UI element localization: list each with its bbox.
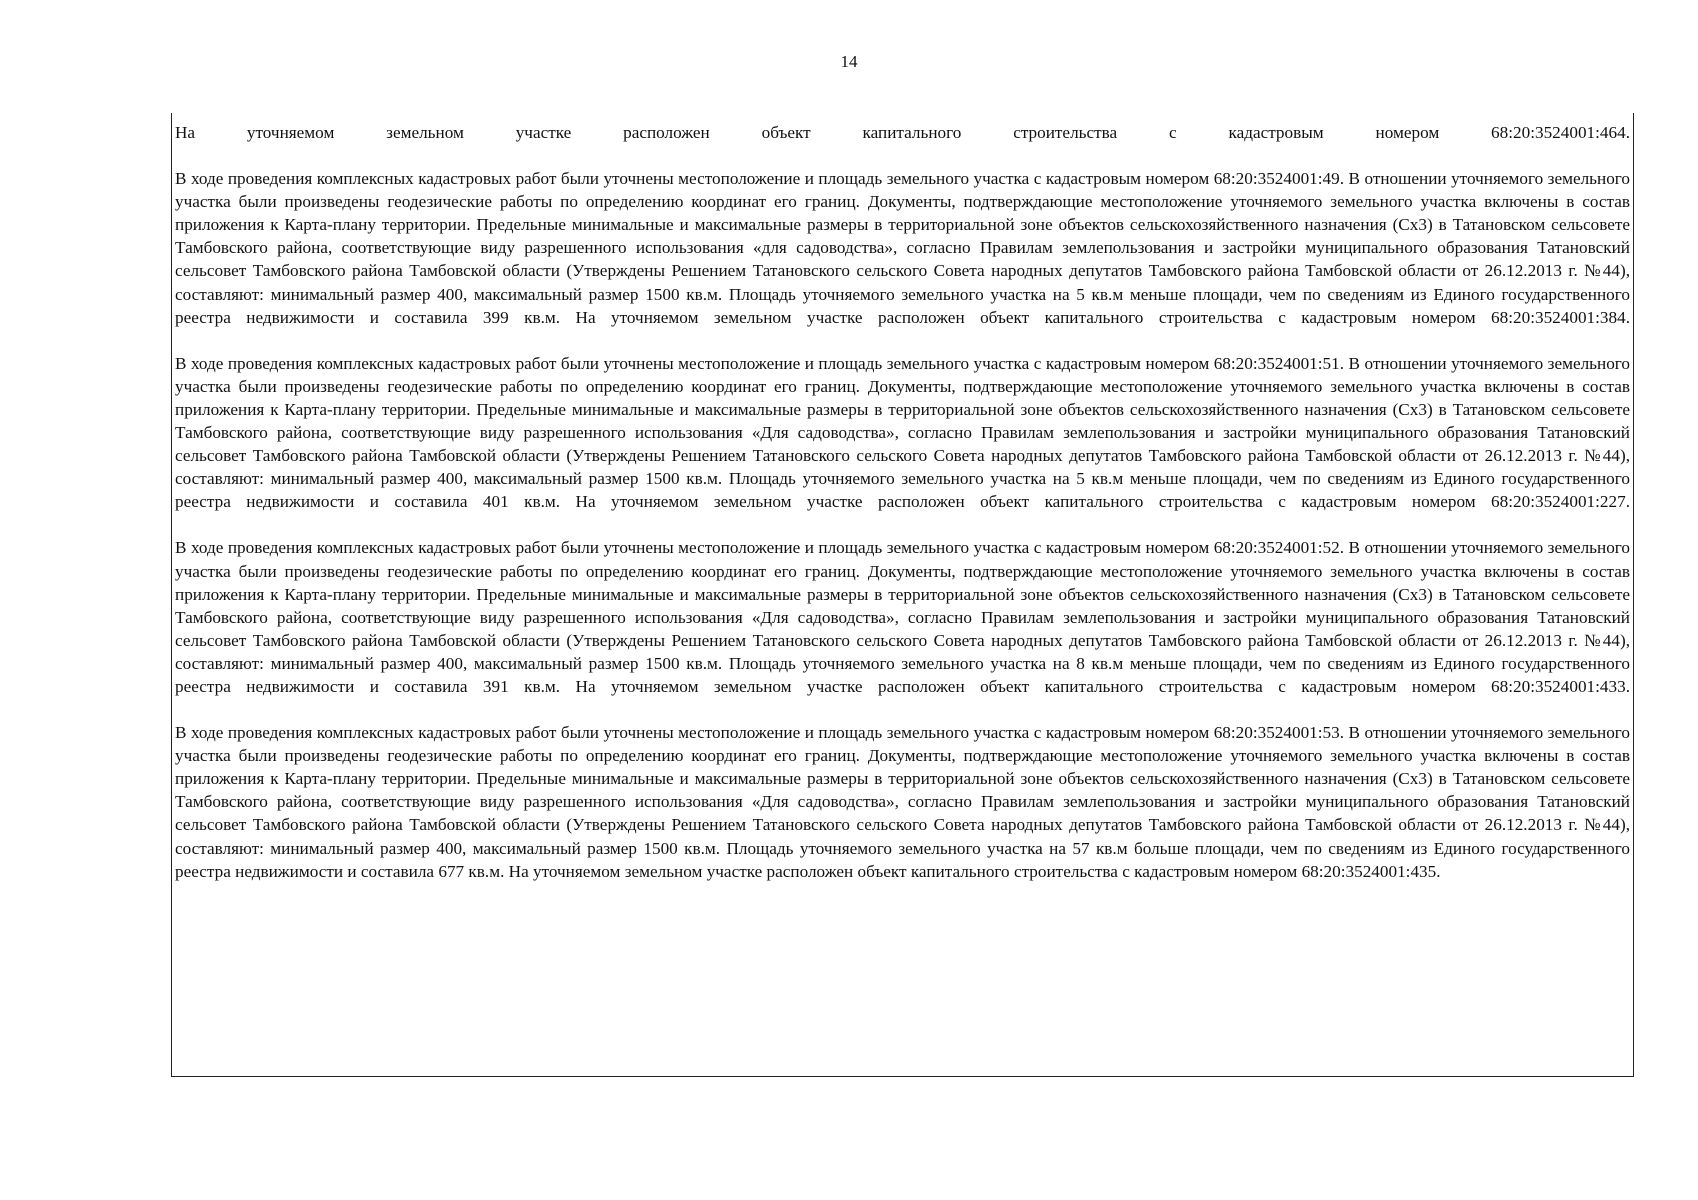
document-text-box — [171, 113, 1634, 1077]
paragraph-parcel-49: В ходе проведения комплексных кадастровых работ были уточнены местоположение и площадь земельного участка с кадастровым номером 68:20:3524001:49. В отношении уточняемого земельного участка были произведены геодезические работы по определению координат его границ. Документы, подтверждающие местоположение уточняемого земельного участка включены в состав приложения к Карта-плану территории. Предельные минимальные и максимальные размеры в территориальной зоне объектов сельскохозяйственного назначения (Сх3) в Татановском сельсовете Тамбовского района, соответствующие виду разрешенного использования «для садоводства», согласно Правилам землепользования и застройки муниципального образования Татановский сельсовет Тамбовского района Тамбовской области (Утверждены Решением Татановского сельского Совета народных депутатов Тамбовского района Тамбовской области от 26.12.2013 г. №44), составляют: минимальный размер 400, максимальный размер 1500 кв.м. Площадь уточняемого земельного участка на 5 кв.м меньше площади, чем по сведениям из Единого государственного реестра недвижимости и составила 399 кв.м. На уточняемом земельном участке расположен объект капитального строительства с кадастровым номером 68:20:3524001:384. — [175, 169, 1630, 327]
page-number: 14 — [840, 52, 858, 71]
paragraph-parcel-53: В ходе проведения комплексных кадастровых работ были уточнены местоположение и площадь земельного участка с кадастровым номером 68:20:3524001:53. В отношении уточняемого земельного участка были произведены геодезические работы по определению координат его границ. Документы, подтверждающие местоположение уточняемого земельного участка включены в состав приложения к Карта-плану территории. Предельные минимальные и максимальные размеры в территориальной зоне объектов сельскохозяйственного назначения (Сх3) в Татановском сельсовете Тамбовского района, соответствующие виду разрешенного использования «Для садоводства», согласно Правилам землепользования и застройки муниципального образования Татановский сельсовет Тамбовского района Тамбовской области (Утверждены Решением Татановского сельского Совета народных депутатов Тамбовского района Тамбовской области от 26.12.2013 г. №44), составляют: минимальный размер 400, максимальный размер 1500 кв.м. Площадь уточняемого земельного участка на 57 кв.м больше площади, чем по сведениям из Единого государственного реестра недвижимости и составила 677 кв.м. На уточняемом земельном участке расположен объект капитального строительства с кадастровым номером 68:20:3524001:435. — [175, 723, 1630, 881]
paragraph-parcel-464: На уточняемом земельном участке расположен объект капитального строительства с кадастровым номером 68:20:3524001:464. — [175, 123, 1630, 142]
paragraph-parcel-51: В ходе проведения комплексных кадастровых работ были уточнены местоположение и площадь земельного участка с кадастровым номером 68:20:3524001:51. В отношении уточняемого земельного участка были произведены геодезические работы по определению координат его границ. Документы, подтверждающие местоположение уточняемого земельного участка включены в состав приложения к Карта-плану территории. Предельные минимальные и максимальные размеры в территориальной зоне объектов сельскохозяйственного назначения (Сх3) в Татановском сельсовете Тамбовского района, соответствующие виду разрешенного использования «Для садоводства», согласно Правилам землепользования и застройки муниципального образования Татановский сельсовет Тамбовского района Тамбовской области (Утверждены Решением Татановского сельского Совета народных депутатов Тамбовского района Тамбовской области от 26.12.2013 г. №44), составляют: минимальный размер 400, максимальный размер 1500 кв.м. Площадь уточняемого земельного участка на 5 кв.м меньше площади, чем по сведениям из Единого государственного реестра недвижимости и составила 401 кв.м. На уточняемом земельном участке расположен объект капитального строительства с кадастровым номером 68:20:3524001:227. — [175, 353, 1630, 512]
paragraph-parcel-52: В ходе проведения комплексных кадастровых работ были уточнены местоположение и площадь земельного участка с кадастровым номером 68:20:3524001:52. В отношении уточняемого земельного участка были произведены геодезические работы по определению координат его границ. Документы, подтверждающие местоположение уточняемого земельного участка включены в состав приложения к Карта-плану территории. Предельные минимальные и максимальные размеры в территориальной зоне объектов сельскохозяйственного назначения (Сх3) в Татановском сельсовете Тамбовского района, соответствующие виду разрешенного использования «Для садоводства», согласно Правилам землепользования и застройки муниципального образования Татановский сельсовет Тамбовского района Тамбовской области (Утверждены Решением Татановского сельского Совета народных депутатов Тамбовского района Тамбовской области от 26.12.2013 г. №44), составляют: минимальный размер 400, максимальный размер 1500 кв.м. Площадь уточняемого земельного участка на 8 кв.м меньше площади, чем по сведениям из Единого государственного реестра недвижимости и составила 391 кв.м. На уточняемом земельном участке расположен объект капитального строительства с кадастровым номером 68:20:3524001:433. — [175, 538, 1630, 696]
